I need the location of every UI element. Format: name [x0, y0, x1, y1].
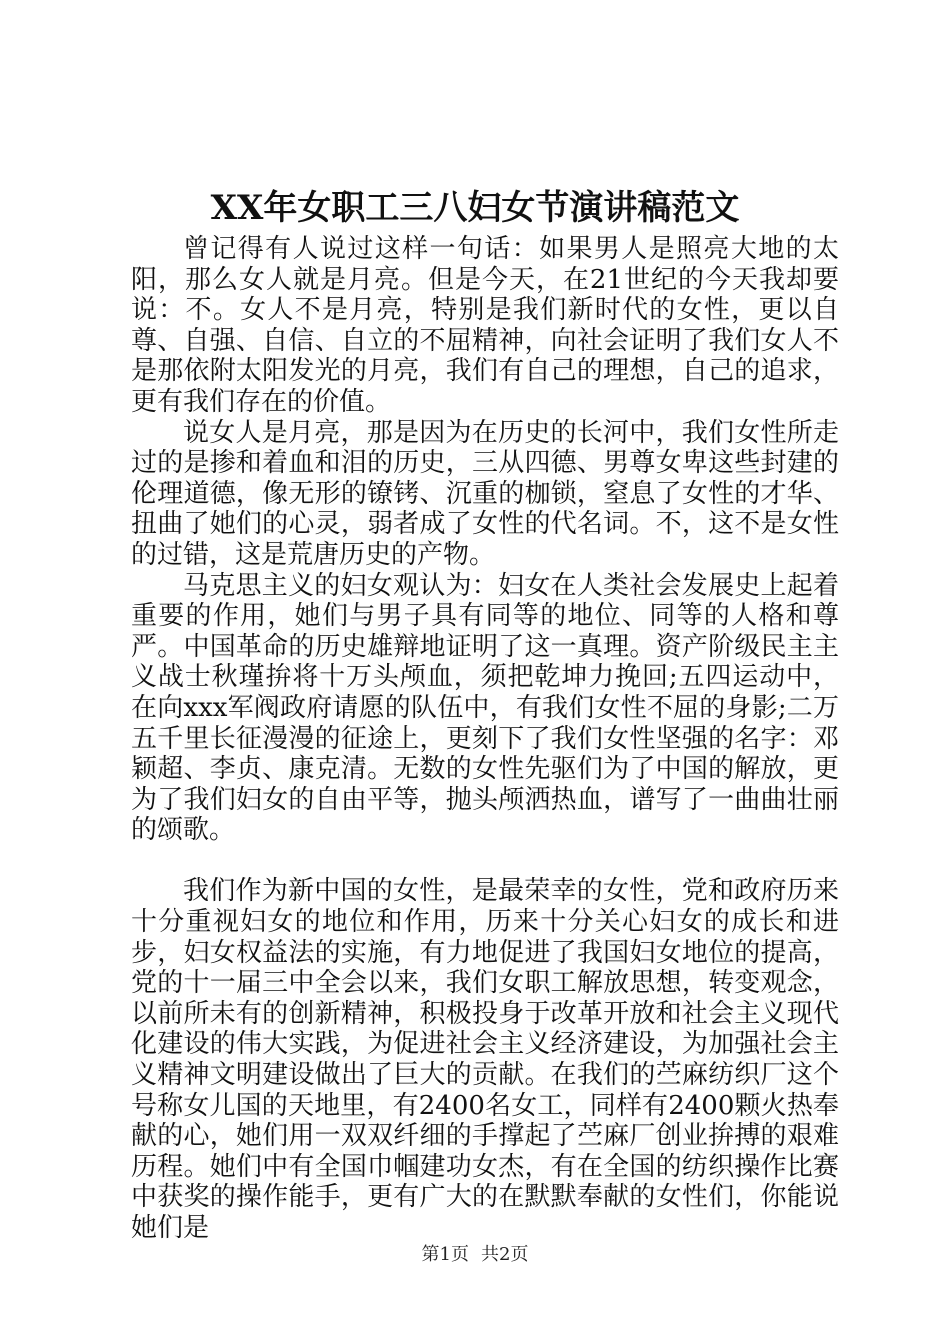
- page-total: 共2页: [481, 1244, 529, 1265]
- paragraph-2: 说女人是月亮，那是因为在历史的长河中，我们女性所走过的是掺和着血和泪的历史，三从四德、男尊女卑这些封建的伦理道德，像无形的镣铐、沉重的枷锁，窒息了女性的才华、扭曲了她们的心灵，弱者成了女性的代名词。不，这不是女性的过错，这是荒唐历史的产物。: [131, 417, 839, 570]
- document-title: XX年女职工三八妇女节演讲稿范文: [210, 188, 740, 228]
- paragraph-4: 我们作为新中国的女性，是最荣幸的女性，党和政府历来十分重视妇女的地位和作用，历来十分关心妇女的成长和进步，妇女权益法的实施，有力地促进了我国妇女地位的提高，党的十一届三中全会以来，我们女职工解放思想，转变观念，以前所未有的创新精神，积极投身于改革开放和社会主义现代化建设的伟大实践，为促进社会主义经济建设，为加强社会主义精神文明建设做出了巨大的贡献。在我们的苎麻纺织厂这个号称女儿国的天地里，有2400名女工，同样有2400颗火热奉献的心，她们用一双双纤细的手撑起了苎麻厂创业拚搏的艰难历程。她们中有全国巾帼建功女杰，有在全国的纺织操作比赛中获奖的操作能手，更有广大的在默默奉献的女性们，你能说她们是: [131, 876, 839, 1243]
- paragraph-3: 马克思主义的妇女观认为：妇女在人类社会发展史上起着重要的作用，她们与男子具有同等的地位、同等的人格和尊严。中国革命的历史雄辩地证明了这一真理。资产阶级民主主义战士秋瑾拚将十万头颅血，须把乾坤力挽回;五四运动中，在向xxx军阀政府请愿的队伍中，有我们女性不屈的身影;二万五千里长征漫漫的征途上，更刻下了我们女性坚强的名字：邓颖超、李贞、康克清。无数的女性先驱们为了中国的解放，更为了我们妇女的自由平等，抛头颅洒热血，谱写了一曲曲壮丽的颂歌。: [131, 570, 839, 846]
- page-number: 第1页: [421, 1244, 469, 1265]
- page-footer: [0, 1243, 950, 1267]
- document-body: [131, 234, 839, 1244]
- paragraph-spacer: [131, 846, 839, 877]
- paragraph-1: 曾记得有人说过这样一句话：如果男人是照亮大地的太阳，那么女人就是月亮。但是今天，在21世纪的今天我却要说：不。女人不是月亮，特别是我们新时代的女性，更以自尊、自强、自信、自立的不屈精神，向社会证明了我们女人不是那依附太阳发光的月亮，我们有自己的理想，自己的追求，更有我们存在的价值。: [131, 234, 839, 417]
